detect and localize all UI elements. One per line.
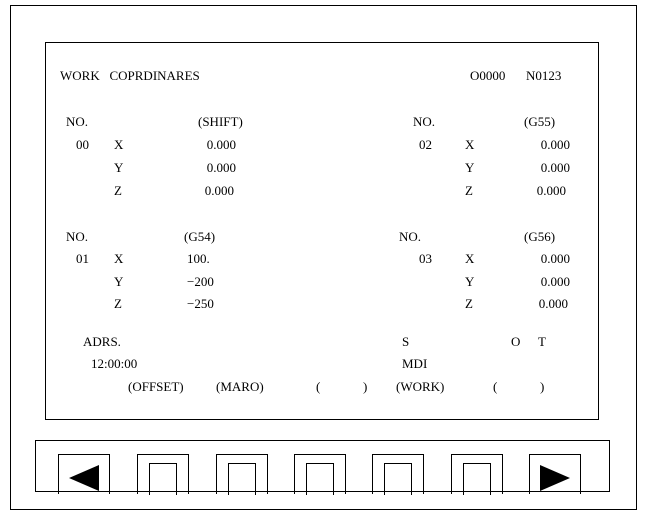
axis-value: 0.000 [540,160,570,175]
no-label: NO. [66,229,89,244]
blank-key-icon [228,463,256,495]
offset-type: (SHIFT) [198,114,243,129]
sequence-number: N0123 [526,68,562,83]
offset-number: 01 [76,251,89,266]
softkey-prev-button[interactable] [58,454,110,494]
softkey-3-button[interactable] [294,454,346,494]
offset-type: (G55) [524,114,556,129]
axis-value: 0.000 [536,183,566,198]
left-arrow-icon [67,465,101,491]
axis-label: Z [465,296,473,311]
axis-label: X [114,251,124,266]
menu-offset: (OFFSET) [128,379,184,394]
axis-label: Y [465,160,475,175]
softkey-4-button[interactable] [372,454,424,494]
page-title: WORK COPRDINARES [60,68,200,83]
blank-key-icon [306,463,334,495]
clock: 12:00:00 [91,356,138,371]
t-label: T [538,334,546,349]
axis-value: −250 [187,296,214,311]
menu-maro: (MARO) [216,379,264,394]
axis-value: 0.000 [204,183,234,198]
offset-type: (G56) [524,229,556,244]
softkey-2-button[interactable] [216,454,268,494]
softkey-5-button[interactable] [451,454,503,494]
address-label: ADRS. [83,334,121,349]
spindle-label: S [402,334,410,349]
softkey-next-button[interactable] [529,454,581,494]
menu-empty-close: ) [363,379,368,394]
crt-screen [45,42,599,420]
offset-type: (G54) [184,229,216,244]
axis-label: Y [114,160,124,175]
program-number: O0000 [470,68,506,83]
menu-empty-close: ) [540,379,545,394]
axis-label: Z [114,183,122,198]
offset-number: 00 [76,137,89,152]
blank-key-icon [384,463,412,495]
no-label: NO. [413,114,436,129]
no-label: NO. [66,114,89,129]
axis-value: 0.000 [206,137,236,152]
axis-label: Z [114,296,122,311]
axis-value: 0.000 [538,296,568,311]
axis-label: Z [465,183,473,198]
blank-key-icon [463,463,491,495]
axis-label: X [465,137,475,152]
axis-value: 0.000 [540,251,570,266]
axis-value: 100. [187,251,210,266]
blank-key-icon [149,463,177,495]
axis-value: 0.000 [206,160,236,175]
offset-number: 02 [419,137,432,152]
axis-label: Y [114,274,124,289]
menu-empty-open: ( [493,379,498,394]
o-label: O [511,334,521,349]
axis-label: Y [465,274,475,289]
softkey-1-button[interactable] [137,454,189,494]
axis-value: 0.000 [540,137,570,152]
offset-number: 03 [419,251,432,266]
menu-empty-open: ( [316,379,321,394]
axis-label: X [114,137,124,152]
mode-indicator: MDI [402,356,428,371]
no-label: NO. [399,229,422,244]
right-arrow-icon [538,465,572,491]
menu-work: (WORK) [396,379,445,394]
axis-label: X [465,251,475,266]
axis-value: 0.000 [540,274,570,289]
axis-value: −200 [187,274,214,289]
